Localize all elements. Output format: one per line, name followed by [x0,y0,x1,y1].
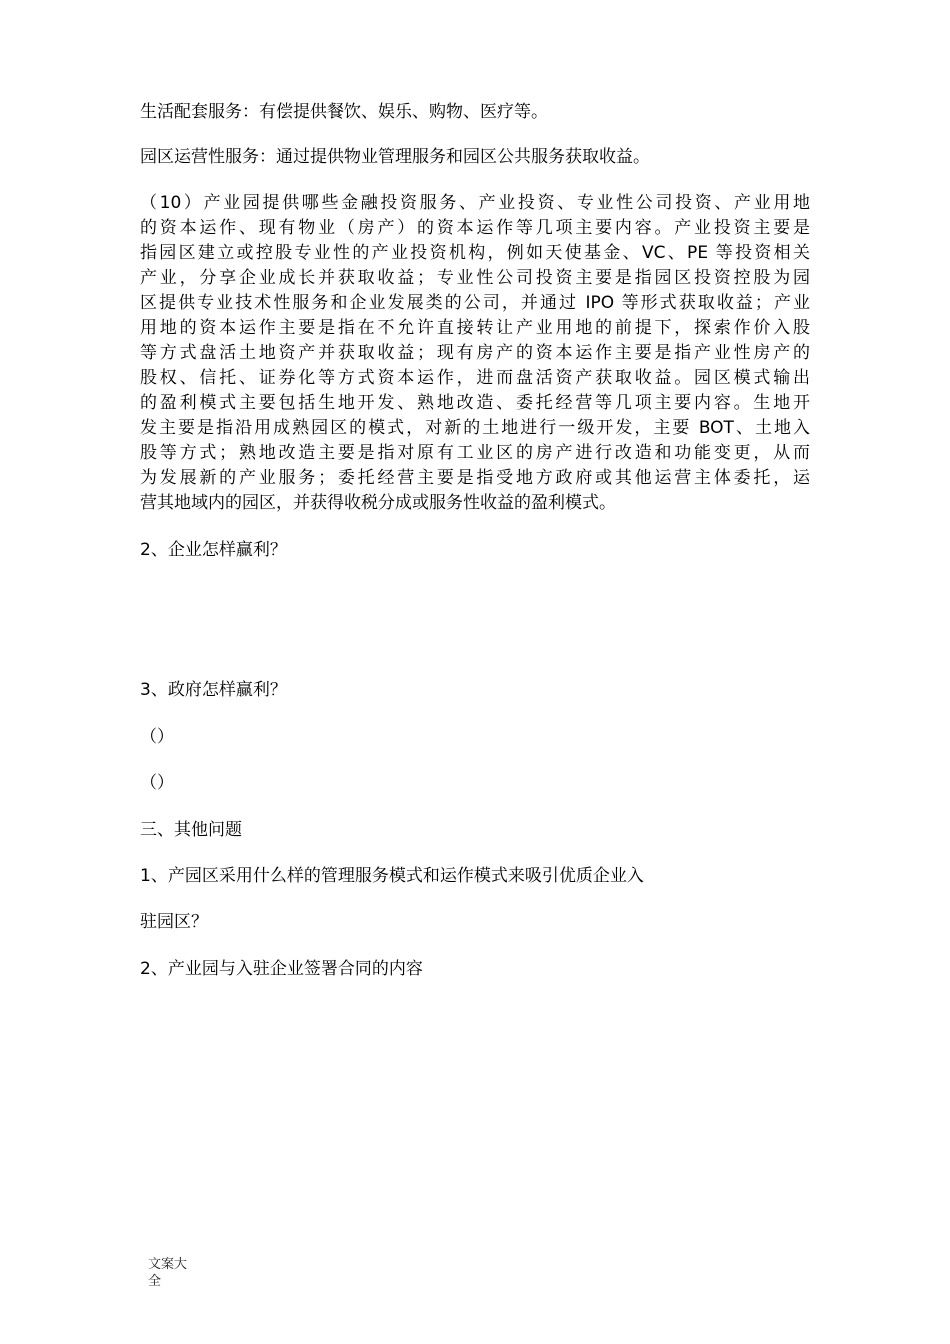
question-contract-content: 2、产业园与入驻企业签署合同的内容 [140,959,423,979]
text-line: 用地的资本运作主要是指在不允许直接转让产业用地的前提下，探索作价入股 [140,318,810,338]
question-management-model: 1、产园区采用什么样的管理服务模式和运作模式来吸引优质企业入 [140,866,644,886]
text-line: 等方式盘活土地资产并获取收益；现有房产的资本运作主要是指产业性房产的 [140,343,810,363]
question-government-profit: 3、政府怎样赢利？ [140,680,287,700]
text-line: 为发展新的产业服务；委托经营主要是指受地方政府或其他运营主体委托，运 [140,468,810,488]
text-line: 产业，分享企业成长并获取收益；专业性公司投资主要是指园区投资控股为园 [140,268,810,288]
question-management-model-cont: 驻园区？ [140,912,208,932]
question-enterprise-profit: 2、企业怎样赢利？ [140,540,287,560]
text-line: 股权、信托、证券化等方式资本运作，进而盘活资产获取收益。园区模式输出 [140,368,810,388]
empty-parentheses-2: （） [140,773,174,793]
text-line: 发主要是指沿用成熟园区的模式，对新的土地进行一级开发，主要 BOT、土地入 [140,418,810,438]
paragraph-living-services: 生活配套服务：有偿提供餐饮、娱乐、购物、医疗等。 [140,102,548,122]
text-line: 的资本运作、现有物业（房产）的资本运作等几项主要内容。产业投资主要是 [140,218,810,238]
paragraph-financial-investment [140,191,810,516]
text-line: 指园区建立或控股专业性的产业投资机构，例如天使基金、VC、PE 等投资相关 [140,243,810,263]
text-line: （10）产业园提供哪些金融投资服务、产业投资、专业性公司投资、产业用地 [140,193,810,213]
text-line: 区提供专业技术性服务和企业发展类的公司，并通过 IPO 等形式获取收益；产业 [140,293,810,313]
footer-line: 全 [148,1274,162,1289]
footer-line: 文案大 [148,1257,188,1272]
text-line: 股等方式；熟地改造主要是指对原有工业区的房产进行改造和功能变更，从而 [140,443,810,463]
paragraph-operation-services: 园区运营性服务：通过提供物业管理服务和园区公共服务获取收益。 [140,147,650,167]
text-line: 营其地域内的园区，并获得收税分成或服务性收益的盈利模式。 [140,493,616,513]
text-line: 的盈利模式主要包括生地开发、熟地改造、委托经营等几项主要内容。生地开 [140,393,810,413]
empty-parentheses-1: （） [140,727,174,747]
page-footer [148,1256,208,1290]
section-heading-other-questions: 三、其他问题 [140,820,242,840]
